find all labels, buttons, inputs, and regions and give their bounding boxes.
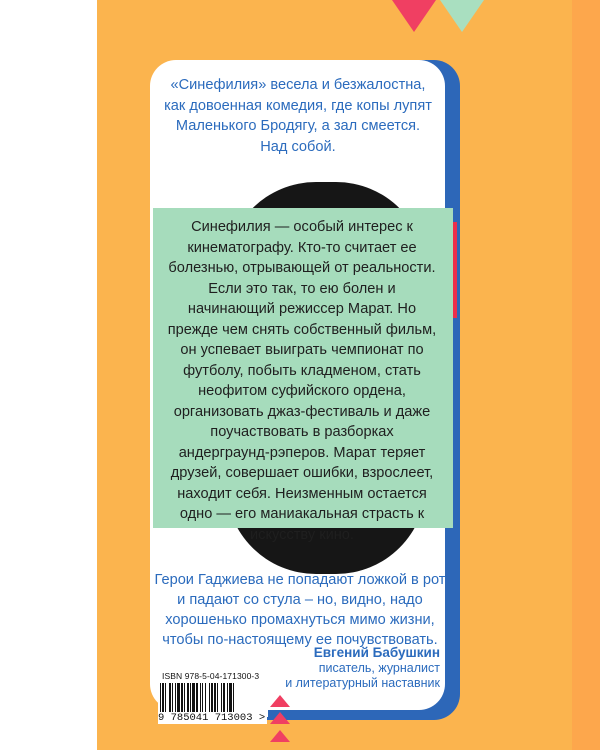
book-annotation: Синефилия — особый интерес к кинематографу. Кто-то считает ее болезнью, отрывающей от реальности. Если это так, то ею болен и начинающий режиссер Марат. Но прежде чем снять собственный фильм, он успевает выиграть чемпионат по футболу, побыть кладменом, стать неофитом суфийского ордена, организовать джаз-фестиваль и даже поучаствовать в разборках андерграунд-рэперов. Марат теряет друзей, совершает ошибки, взрослеет, находит себя. Неизменным остается одно — его маниакальная страсть к искусству кино.: [167, 219, 437, 543]
author-description-line1: писатель, журналист: [318, 661, 440, 675]
author-name: Евгений Бабушкин: [313, 645, 440, 660]
review-quote: Герои Гаджиева не попадают ложкой в рот и падают со стула – но, видно, надо хорошенько промахнуться мимо жизни, чтобы по-настоящему ее почувствовать.: [154, 572, 446, 648]
small-triangle-decoration: [270, 695, 290, 707]
small-triangle-decoration: [270, 730, 290, 742]
small-triangle-decoration: [270, 712, 290, 724]
top-quote: «Синефилия» весела и безжалостна, как довоенная комедия, где копы лупят Маленького Бродягу, а зал смеется. Над собой.: [164, 77, 432, 155]
review-author: [262, 645, 440, 691]
barcode-digits: 9 785041 713003 >: [158, 712, 266, 724]
isbn-label: ISBN 978-5-04-171300-3: [162, 671, 260, 681]
author-description-line2: и литературный наставник: [285, 676, 440, 690]
mint-triangle-decoration: [440, 0, 484, 32]
cover-side-stripe: [572, 0, 600, 750]
red-triangle-decoration: [392, 0, 436, 32]
